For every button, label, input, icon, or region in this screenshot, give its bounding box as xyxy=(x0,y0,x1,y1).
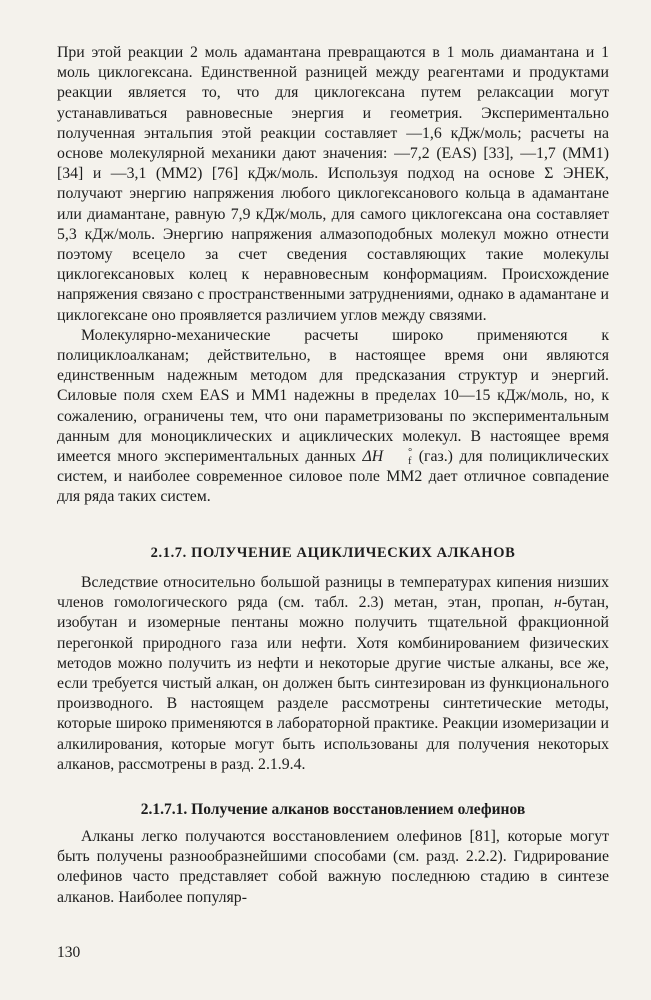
enthalpy-symbol: ΔH xyxy=(362,448,384,466)
paragraph-olefin-reduction: Алканы легко получаются восстановлением олефинов [81], которые могут быть получены разнообразнейшими способами (см. разд. 2.2.2). Гидрирование олефинов часто представляет собой важную последнюю стадию в синтезе алканов. Наиболее популяр- xyxy=(57,828,609,906)
subsection-heading-olefin-reduction: 2.1.7.1. Получение алканов восстановлением олефинов xyxy=(140,801,526,818)
paragraph-fractional-distillation xyxy=(57,573,609,775)
paragraph-text-end: (газ.) для полициклических систем, и наиболее современное силовое поле MM2 дает отличное совпадение для ряда таких систем. xyxy=(57,448,609,506)
text-block-strain-energy xyxy=(57,43,609,508)
normal-prefix: н xyxy=(554,594,562,612)
paragraph-text-start: Молекулярно-механические расчеты широко применяются к полициклоалканам; действительно, в настоящее время они являются единственным надежным методом для предсказания структур и энергий. Силовые поля схем EAS и MM1 надежны в пределах 10—15 кДж/моль, но, к сожалению, ограничены тем, что они параметризованы по экспериментальным данным для моноциклических и ациклических молекул. В настоящее время имеется много экспериментальных данных xyxy=(57,326,609,466)
paragraph-adamantane-reaction: При этой реакции 2 моль адамантана превращаются в 1 моль диамантана и 1 моль циклогексана. Единственной разницей между реагентами и продуктами реакции является то, что для циклогексана путем релаксации могут устанавливаться равновесные энергия и геометрия. Экспериментально полученная энтальпия этой реакции составляет —1,6 кДж/моль; расчеты на основе молекулярной механики дают значения: —7,2 (EAS) [33], —1,7 (MM1) [34] и —3,1 (MM2) [76] кДж/моль. Используя подход на основе Σ ЭНЕК, получают энергию напряжения любого циклогексанового кольца в адамантане или диамантане, равную 7,9 кДж/моль, для самого циклогексана она составляет 5,3 кДж/моль. Энергию напряжения алмазоподобных молекул можно отнести поэтому всецело за счет сведения составляющих такие молекулы циклогексановых колец к неравновесным конформациям. Происхождение напряжения связано с пространственными затруднениями, однако в адамантане и циклогексане оно проявляется различием углов между связями. xyxy=(57,44,609,324)
text-block-olefin-reduction xyxy=(57,827,609,908)
text-block-acyclic-alkanes xyxy=(57,573,609,775)
enthalpy-indices xyxy=(384,448,412,466)
paragraph-text-end: -бутан, изобутан и изомерные пентаны можно получить тщательной фракционной перегонкой природного газа или нефти. Хотя комбинированием физических методов можно получить из нефти и некоторые другие чистые алканы, все же, если требуется чистый алкан, он должен быть синтезирован из функционального производного. В настоящем разделе рассмотрены синтетические методы, которые широко применяются в лабораторной практике. Реакции изомеризации и алкилирования, которые могут быть использованы для получения некоторых алканов, рассмотрены в разд. 2.1.9.4. xyxy=(57,594,609,773)
page-number: 130 xyxy=(57,944,81,961)
section-heading-acyclic-alkanes: 2.1.7. ПОЛУЧЕНИЕ АЦИКЛИЧЕСКИХ АЛКАНОВ xyxy=(150,545,516,561)
enthalpy-superscript: ° xyxy=(408,447,413,459)
paragraph-text-start: Вследствие относительно большой разницы в температурах кипения низших членов гомологического ряда (см. табл. 2.3) метан, этан, пропан, xyxy=(57,574,609,612)
enthalpy-subscript: f xyxy=(408,456,412,468)
paragraph-molecular-mechanics xyxy=(57,326,609,508)
